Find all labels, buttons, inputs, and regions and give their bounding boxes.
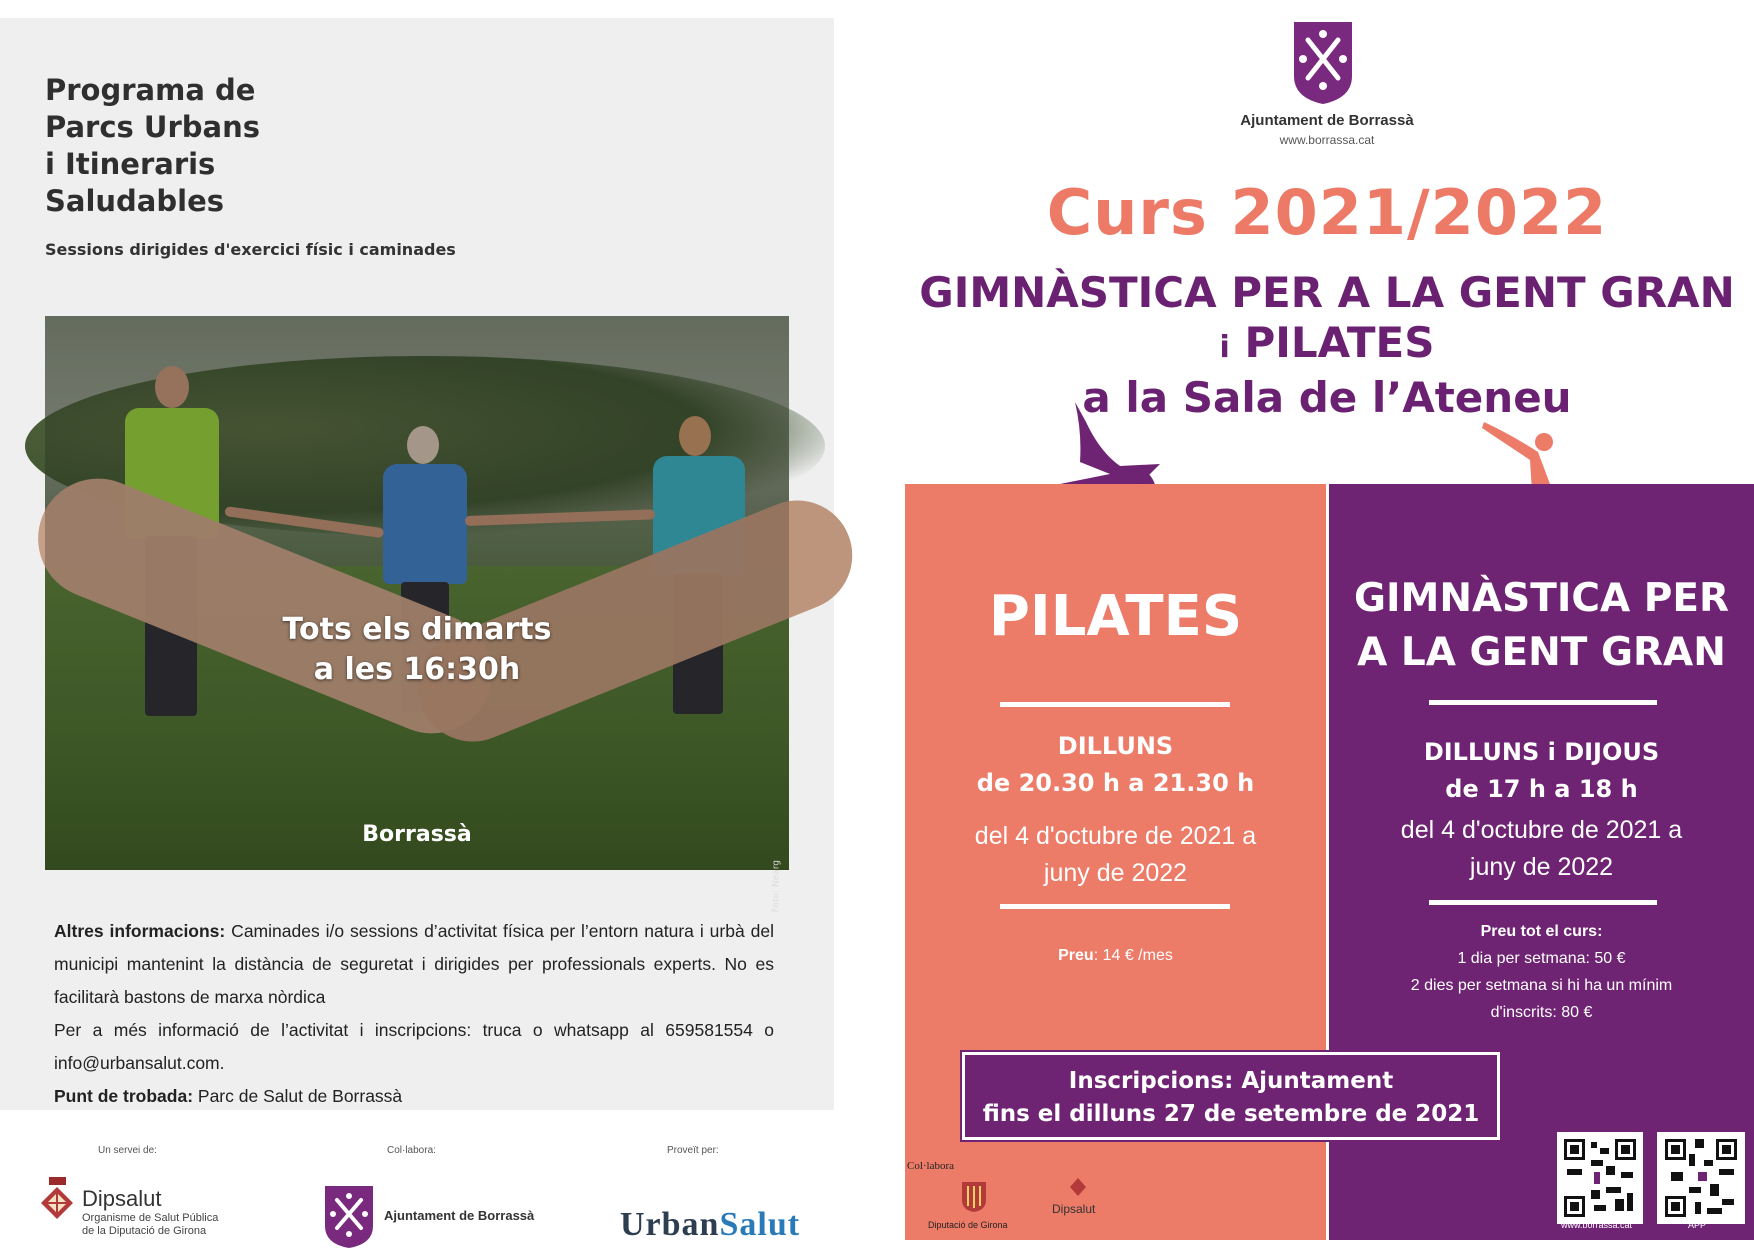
- collab-label: Col·labora:: [387, 1145, 436, 1156]
- headline: GIMNÀSTICA PER A LA GENT GRAN i PILATES a la Sala de l’Ateneu: [919, 268, 1735, 422]
- diputacio-crest-icon: [960, 1180, 988, 1214]
- meeting-place: Parc de Salut de Borrassà: [193, 1086, 403, 1106]
- pilates-period: del 4 d'octubre de 2021 a juny de 2022: [974, 822, 1257, 887]
- pilates-price: Preu: 14 € /mes: [1058, 947, 1173, 964]
- ajuntament-crest-icon: [323, 1184, 375, 1250]
- website: www.borrassa.cat: [1279, 133, 1375, 147]
- hands-photo: [45, 316, 789, 913]
- dipsalut-logo: [40, 1175, 75, 1223]
- location-text: Borrassà: [362, 822, 472, 847]
- program-title-line: i Itineraris: [45, 147, 216, 181]
- service-label: Un servei de:: [98, 1145, 157, 1156]
- schedule-text: Tots els dimarts a les 16:30h: [282, 612, 552, 687]
- urbansalut-logo: UrbanSalut: [620, 1206, 801, 1243]
- photo-credit: Foto: Nearg: [771, 860, 781, 913]
- ajuntament-name: Ajuntament de Borrassà: [1240, 112, 1414, 129]
- dipsalut-name: Dipsalut: [82, 1186, 162, 1211]
- divider: [1000, 702, 1230, 707]
- meeting-label: Punt de trobada:: [54, 1086, 194, 1106]
- qr-label-web: www.borrassa.cat: [1561, 1220, 1633, 1230]
- provider-label: Proveït per:: [667, 1145, 719, 1156]
- dipsalut-name: Dipsalut: [1052, 1202, 1096, 1216]
- divider: [1429, 700, 1657, 705]
- info-block: [54, 915, 774, 1113]
- divider: [1000, 904, 1230, 909]
- contact-text: Per a més informació de l’activitat i inscripcions: truca o whatsapp al 659581554 o info@urbansalut.com.: [54, 1020, 774, 1073]
- gymnastics-period: del 4 d'octubre de 2021 a juny de 2022: [1400, 816, 1683, 881]
- program-subtitle: Sessions dirigides d'exercici físic i caminades: [45, 240, 456, 259]
- program-title-line: Programa de: [45, 73, 256, 107]
- left-poster: [0, 18, 834, 1243]
- gymnastics-title: GIMNÀSTICA PER A LA GENT GRAN: [1354, 576, 1729, 675]
- divider: [1429, 900, 1657, 905]
- course-year: Curs 2021/2022: [1046, 176, 1608, 249]
- collab-label: Col·labora: [907, 1160, 955, 1172]
- qr-label-app: APP: [1688, 1220, 1707, 1230]
- qr-code-app[interactable]: [1657, 1132, 1745, 1224]
- info-text: Caminades i/o sessions d’activitat física per l’entorn natura i urbà del municipi mantenint la distància de seguretat i dirigides per professionals experts. No es facilitarà bastons de marxa nòrdica: [54, 921, 774, 1007]
- gymnastics-price: Preu tot el curs: 1 dia per setmana: 50 € 2 dies per setmana si hi ha un mínim d'inscrits: 80 €: [1410, 923, 1673, 1021]
- ajuntament-crest-icon: [1292, 20, 1354, 106]
- inscriptions-box: Inscripcions: Ajuntament fins el dilluns 27 de setembre de 2021: [962, 1052, 1500, 1140]
- gymnastics-schedule: DILLUNS i DIJOUS de 17 h a 18 h: [1423, 738, 1660, 803]
- dipsalut-description: Organisme de Salut Pública de la Diputació de Girona: [82, 1212, 219, 1237]
- program-title-line: Parcs Urbans: [45, 110, 260, 144]
- pilates-schedule: DILLUNS de 20.30 h a 21.30 h: [976, 732, 1255, 797]
- meeting-point: [54, 1080, 774, 1113]
- info-label: Altres informacions:: [54, 921, 226, 941]
- program-title-line: Saludables: [45, 184, 224, 218]
- dipsalut-logo: [1068, 1174, 1088, 1200]
- ajuntament-name: Ajuntament de Borrassà: [384, 1208, 535, 1223]
- diputacio-name: Diputació de Girona: [928, 1220, 1008, 1230]
- pilates-title: PILATES: [988, 584, 1243, 649]
- program-title: [45, 72, 465, 220]
- qr-code-web[interactable]: [1557, 1132, 1643, 1224]
- info-paragraph: [54, 915, 774, 1014]
